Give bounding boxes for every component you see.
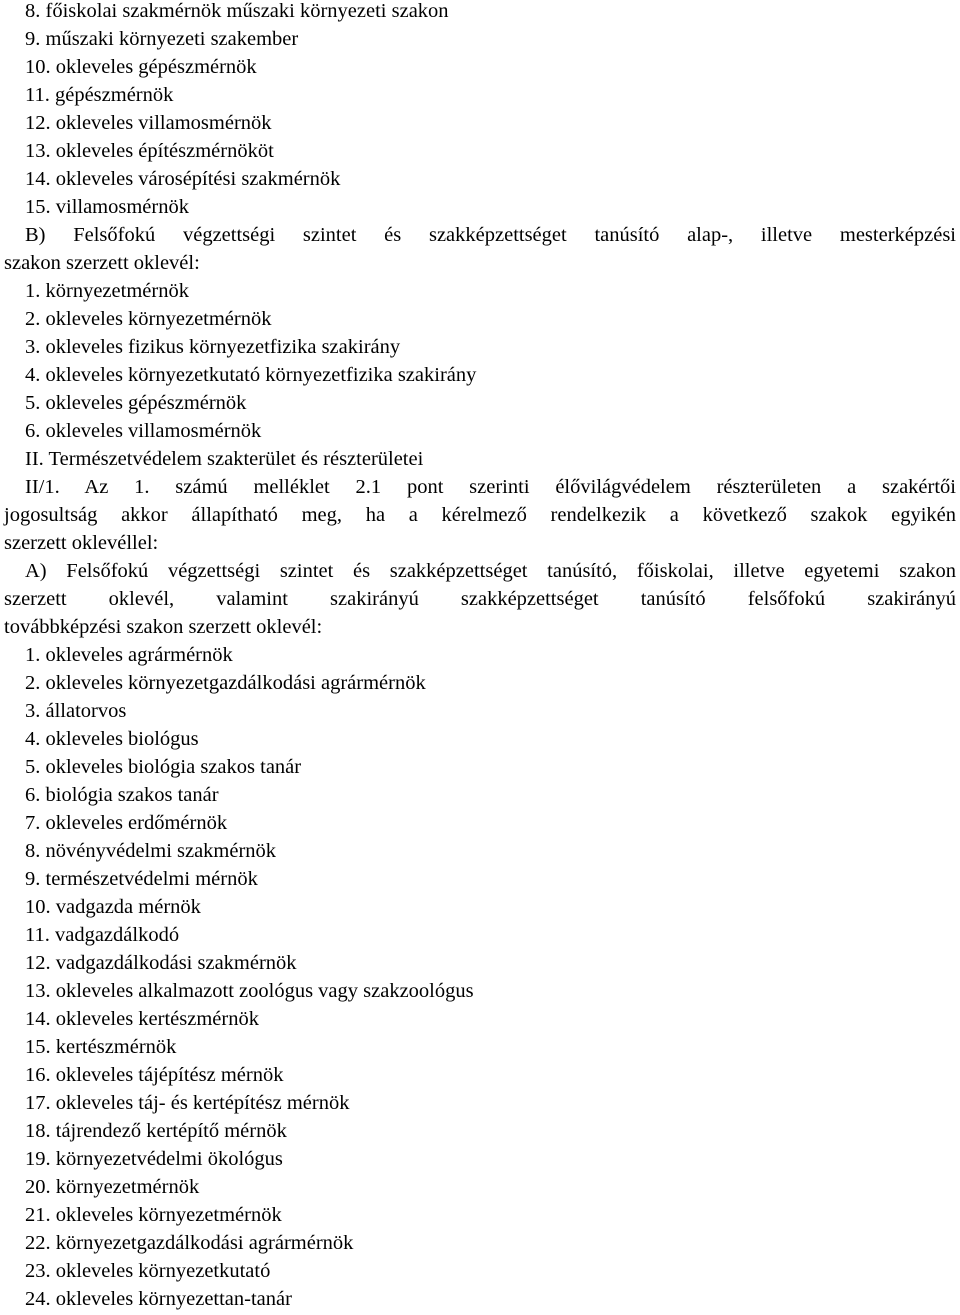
list-item: 13. okleveles építészmérnököt [25,140,274,162]
list-item: 16. okleveles tájépítész mérnök [25,1064,284,1086]
list-item: 7. okleveles erdőmérnök [25,812,228,834]
list-item: 15. kertészmérnök [25,1036,177,1058]
list-item: 22. környezetgazdálkodási agrármérnök [25,1232,354,1254]
list-item: 24. okleveles környezettan-tanár [25,1288,292,1310]
list-item: 6. okleveles villamosmérnök [25,420,262,442]
list-item: 5. okleveles biológia szakos tanár [25,756,302,778]
list-item: 15. villamosmérnök [25,196,189,218]
section-ii-a-heading-line: szerzett oklevél, valamint szakirányú szakképzettséget tanúsító felsőfokú szakirányú [4,588,956,610]
list-item: 8. növényvédelmi szakmérnök [25,840,277,862]
list-item: 12. okleveles villamosmérnök [25,112,272,134]
list-item: 1. okleveles agrármérnök [25,644,233,666]
list-item: 10. vadgazda mérnök [25,896,201,918]
list-item: 14. okleveles városépítési szakmérnök [25,168,341,190]
section-b-heading-line: szakon szerzett oklevél: [4,252,200,274]
section-ii-a-list [4,641,956,1313]
list-item: 13. okleveles alkalmazott zoológus vagy szakzoológus [25,980,474,1002]
list-item: 21. okleveles környezetmérnök [25,1204,282,1226]
section-b-list [4,277,956,445]
list-item: 9. műszaki környezeti szakember [25,28,299,50]
list-item: 17. okleveles táj- és kertépítész mérnök [25,1092,350,1114]
section-b-heading-line: B) Felsőfokú végzettségi szintet és szakképzettséget tanúsító alap-, illetve mesterképzési [25,224,956,246]
list-item: 19. környezetvédelmi ökológus [25,1148,283,1170]
list-item: 11. gépészmérnök [25,84,174,106]
section-ii-paragraph-line: II/1. Az 1. számú melléklet 2.1 pont szerinti élővilágvédelem részterületen a szakértői [25,476,956,498]
list-item: 3. okleveles fizikus környezetfizika szakirány [25,336,401,358]
list-item: 20. környezetmérnök [25,1176,200,1198]
list-item: 4. okleveles biológus [25,728,199,750]
list-item: 5. okleveles gépészmérnök [25,392,247,414]
section-ii-a-heading-line: továbbképzési szakon szerzett oklevél: [4,616,323,638]
list-item: 2. okleveles környezetgazdálkodási agrármérnök [25,672,426,694]
section-ii-a-heading [4,557,956,641]
section-ii-a-heading-line: A) Felsőfokú végzettségi szintet és szakképzettséget tanúsító, főiskolai, illetve egyetemi szakon [25,560,956,582]
list-a-tail [4,0,956,221]
section-ii-title: II. Természetvédelem szakterület és részterületei [25,448,424,470]
list-item: 10. okleveles gépészmérnök [25,56,257,78]
list-item: 14. okleveles kertészmérnök [25,1008,259,1030]
list-item: 12. vadgazdálkodási szakmérnök [25,952,297,974]
list-item: 2. okleveles környezetmérnök [25,308,272,330]
list-item: 4. okleveles környezetkutató környezetfizika szakirány [25,364,477,386]
section-ii-paragraph-line: jogosultság akkor állapítható meg, ha a kérelmező rendelkezik a következő szakok egyikén [4,504,956,526]
section-ii-paragraph [4,473,956,557]
list-item: 23. okleveles környezetkutató [25,1260,271,1282]
list-item: 8. főiskolai szakmérnök műszaki környezeti szakon [25,0,449,22]
list-item: 9. természetvédelmi mérnök [25,868,258,890]
section-ii-paragraph-line: szerzett oklevéllel: [4,532,159,554]
list-item: 18. tájrendező kertépítő mérnök [25,1120,287,1142]
list-item: 11. vadgazdálkodó [25,924,180,946]
list-item: 3. állatorvos [25,700,127,722]
list-item: 1. környezetmérnök [25,280,189,302]
section-b-heading [4,221,956,277]
list-item: 6. biológia szakos tanár [25,784,219,806]
